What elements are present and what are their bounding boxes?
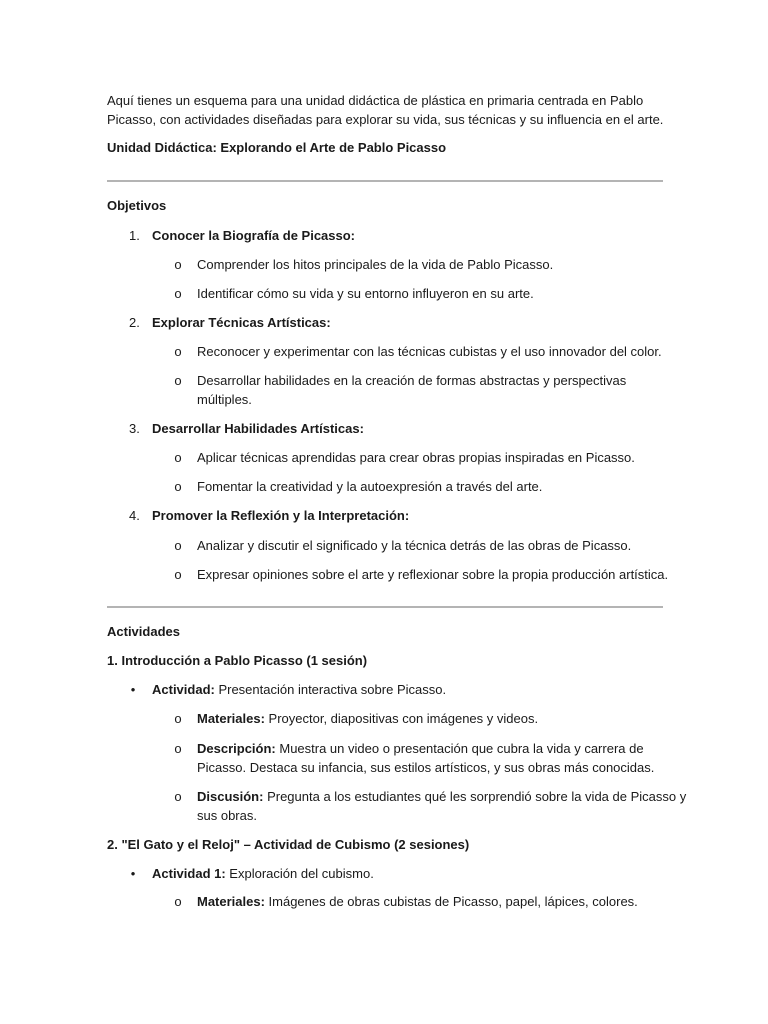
activity-sub-item	[197, 709, 538, 728]
objective-number: 1.	[129, 228, 140, 243]
objective-sub-item: Comprender los hitos principales de la vida de Pablo Picasso.	[197, 257, 554, 272]
open-bullet-icon: o	[174, 789, 182, 804]
open-bullet-icon: o	[174, 711, 182, 726]
open-bullet-icon: o	[174, 741, 182, 756]
activity-text: Presentación interactiva sobre Picasso.	[214, 682, 447, 697]
open-bullet-icon: o	[174, 257, 182, 272]
intro-line-2: Picasso, con actividades diseñadas para explorar su vida, sus técnicas y su influencia en el arte.	[107, 112, 664, 127]
sub-label: Descripción:	[197, 741, 276, 756]
open-bullet-icon: o	[174, 450, 182, 465]
sub-label: Materiales:	[197, 711, 265, 726]
objective-sub-item: Expresar opiniones sobre el arte y reflexionar sobre la propia producción artística.	[197, 567, 669, 582]
sub-label: Discusión:	[197, 789, 264, 804]
objective-title: Promover la Reflexión y la Interpretación:	[152, 508, 410, 523]
filled-bullet-icon: •	[130, 866, 136, 881]
objective-title: Desarrollar Habilidades Artísticas:	[152, 421, 364, 436]
objective-sub-item: Reconocer y experimentar con las técnicas cubistas y el uso innovador del color.	[197, 344, 662, 359]
objective-sub-item: Aplicar técnicas aprendidas para crear obras propias inspiradas en Picasso.	[197, 450, 635, 465]
activity-sub-item	[197, 892, 638, 911]
activity-section-title: 2. "El Gato y el Reloj" – Actividad de Cubismo (2 sesiones)	[107, 837, 470, 852]
activity-text: Exploración del cubismo.	[225, 866, 374, 881]
activity-sub-item	[197, 739, 644, 758]
objective-sub-item: Identificar cómo su vida y su entorno influyeron en su arte.	[197, 286, 534, 301]
objective-number: 4.	[129, 508, 140, 523]
divider	[107, 606, 663, 608]
open-bullet-icon: o	[174, 894, 182, 909]
divider	[107, 180, 663, 182]
activity-sub-item-cont: sus obras.	[197, 808, 257, 823]
unit-title: Unidad Didáctica: Explorando el Arte de Pablo Picasso	[107, 140, 447, 155]
sub-text: Muestra un video o presentación que cubra la vida y carrera de	[275, 741, 644, 756]
objectives-heading: Objetivos	[107, 198, 167, 213]
objective-title: Explorar Técnicas Artísticas:	[152, 315, 331, 330]
sub-label: Materiales:	[197, 894, 265, 909]
objective-sub-item-cont: múltiples.	[197, 392, 252, 407]
objective-sub-item: Analizar y discutir el significado y la técnica detrás de las obras de Picasso.	[197, 538, 632, 553]
open-bullet-icon: o	[174, 286, 182, 301]
objective-sub-item: Desarrollar habilidades en la creación de formas abstractas y perspectivas	[197, 373, 627, 388]
activity-label: Actividad 1:	[152, 866, 226, 881]
open-bullet-icon: o	[174, 344, 182, 359]
activity-bullet	[152, 680, 446, 699]
objective-title: Conocer la Biografía de Picasso:	[152, 228, 356, 243]
activity-sub-item-cont: Picasso. Destaca su infancia, sus estilos artísticos, y sus obras más conocidas.	[197, 760, 655, 775]
objective-number: 3.	[129, 421, 140, 436]
activities-heading: Actividades	[107, 624, 180, 639]
objective-number: 2.	[129, 315, 140, 330]
activity-label: Actividad:	[152, 682, 215, 697]
open-bullet-icon: o	[174, 567, 182, 582]
activity-section-title: 1. Introducción a Pablo Picasso (1 sesión)	[107, 653, 368, 668]
activity-sub-item	[197, 787, 686, 806]
open-bullet-icon: o	[174, 479, 182, 494]
sub-text: Imágenes de obras cubistas de Picasso, papel, lápices, colores.	[264, 894, 638, 909]
intro-line-1: Aquí tienes un esquema para una unidad didáctica de plástica en primaria centrada en Pablo	[107, 93, 644, 108]
open-bullet-icon: o	[174, 538, 182, 553]
activity-bullet	[152, 864, 374, 883]
filled-bullet-icon: •	[130, 682, 136, 697]
sub-text: Pregunta a los estudiantes qué les sorprendió sobre la vida de Picasso y	[263, 789, 687, 804]
sub-text: Proyector, diapositivas con imágenes y videos.	[264, 711, 539, 726]
objective-sub-item: Fomentar la creatividad y la autoexpresión a través del arte.	[197, 479, 543, 494]
open-bullet-icon: o	[174, 373, 182, 388]
